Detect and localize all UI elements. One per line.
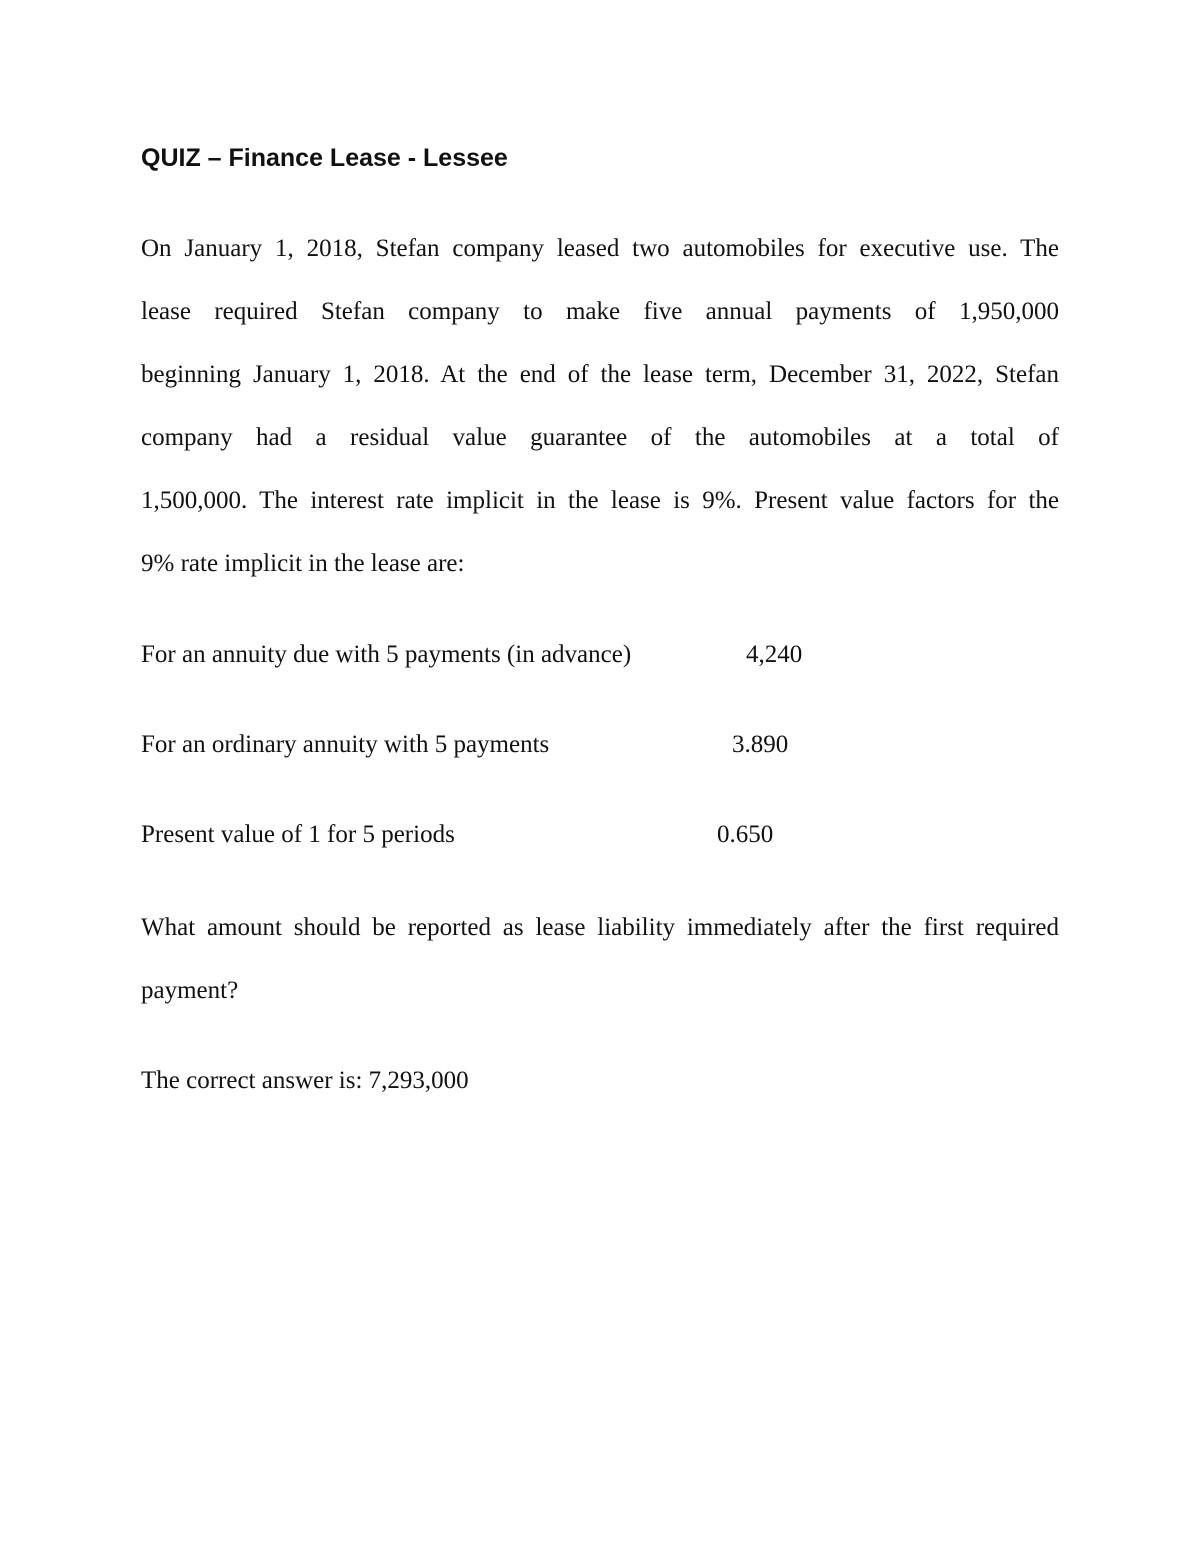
- problem-line: beginning January 1, 2018. At the end of the lease term, December 31, 2022, Stefan: [141, 361, 1059, 388]
- problem-paragraph: [141, 229, 1059, 607]
- problem-line: On January 1, 2018, Stefan company leased two automobiles for executive use. The: [141, 235, 1059, 262]
- question-line: payment?: [141, 977, 239, 1004]
- factor-label: For an ordinary annuity with 5 payments: [141, 731, 550, 758]
- factor-label: Present value of 1 for 5 periods: [141, 821, 455, 848]
- page-title: QUIZ – Finance Lease - Lessee: [141, 144, 508, 172]
- question-line: What amount should be reported as lease liability immediately after the first required: [141, 914, 1059, 941]
- answer-text: The correct answer is: 7,293,000: [141, 1067, 469, 1094]
- problem-line: lease required Stefan company to make five annual payments of 1,950,000: [141, 298, 1059, 325]
- factor-value: 0.650: [717, 821, 774, 848]
- problem-line: company had a residual value guarantee of the automobiles at a total of: [141, 424, 1059, 451]
- factor-label: For an annuity due with 5 payments (in advance): [141, 641, 632, 668]
- problem-line: 9% rate implicit in the lease are:: [141, 550, 465, 577]
- factor-value: 3.890: [732, 731, 789, 758]
- factor-value: 4,240: [746, 641, 803, 668]
- question-paragraph: [141, 908, 1059, 1034]
- problem-line: 1,500,000. The interest rate implicit in the lease is 9%. Present value factors for the: [141, 487, 1059, 514]
